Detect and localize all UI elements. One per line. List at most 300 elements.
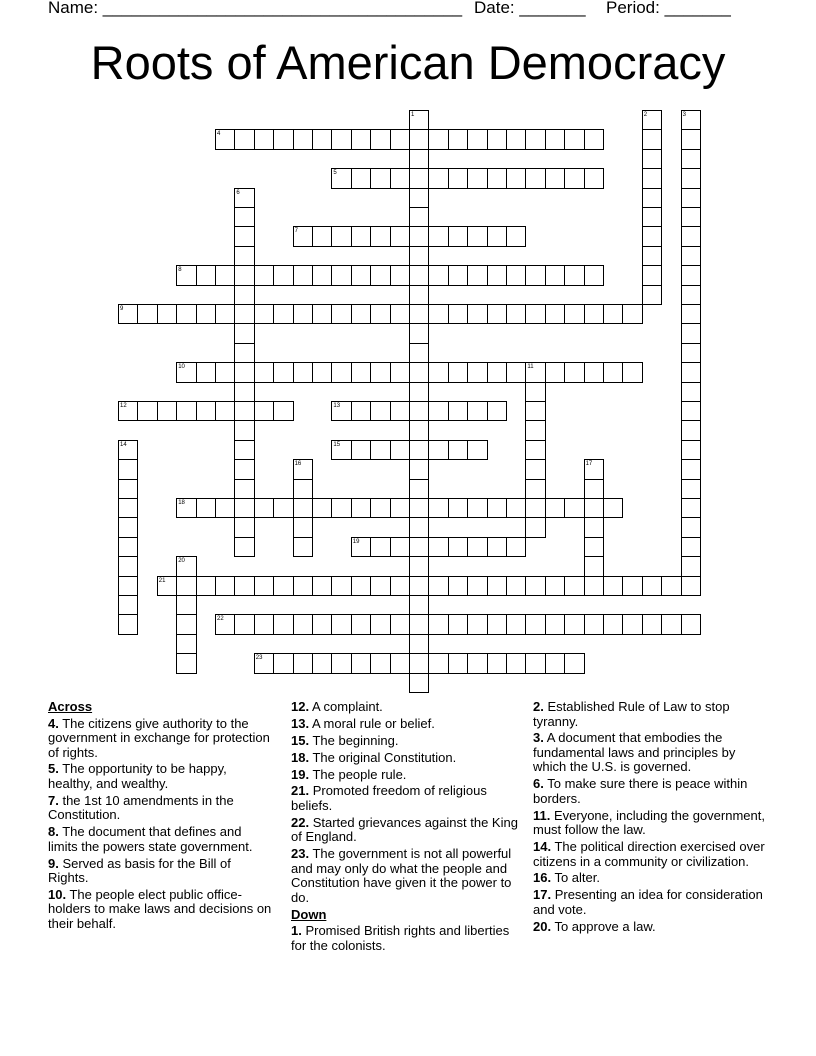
grid-cell[interactable]: [215, 401, 235, 421]
grid-cell[interactable]: [215, 498, 235, 518]
grid-cell[interactable]: [584, 304, 604, 324]
grid-cell[interactable]: [370, 265, 390, 285]
grid-cell[interactable]: [293, 614, 313, 634]
grid-cell[interactable]: [681, 149, 701, 169]
grid-cell[interactable]: [545, 653, 565, 673]
grid-cell[interactable]: [661, 614, 681, 634]
grid-cell[interactable]: [331, 129, 351, 149]
grid-cell[interactable]: [390, 265, 410, 285]
grid-cell[interactable]: [254, 129, 274, 149]
grid-cell[interactable]: [409, 226, 429, 246]
grid-cell[interactable]: [351, 614, 371, 634]
grid-cell[interactable]: [351, 537, 371, 557]
grid-cell[interactable]: [642, 614, 662, 634]
grid-cell[interactable]: [370, 304, 390, 324]
grid-cell[interactable]: [254, 362, 274, 382]
grid-cell[interactable]: [351, 304, 371, 324]
grid-cell[interactable]: [525, 498, 545, 518]
grid-cell[interactable]: [312, 498, 332, 518]
grid-cell[interactable]: [506, 129, 526, 149]
grid-cell[interactable]: [681, 517, 701, 537]
grid-cell[interactable]: [234, 420, 254, 440]
grid-cell[interactable]: [196, 498, 216, 518]
grid-cell[interactable]: [428, 226, 448, 246]
grid-cell[interactable]: [642, 285, 662, 305]
grid-cell[interactable]: [351, 401, 371, 421]
grid-cell[interactable]: [409, 188, 429, 208]
grid-cell[interactable]: [564, 362, 584, 382]
grid-cell[interactable]: [273, 129, 293, 149]
grid-cell[interactable]: [642, 129, 662, 149]
grid-cell[interactable]: [118, 595, 138, 615]
grid-cell[interactable]: [681, 188, 701, 208]
grid-cell[interactable]: [584, 362, 604, 382]
grid-cell[interactable]: [487, 168, 507, 188]
grid-cell[interactable]: [564, 304, 584, 324]
grid-cell[interactable]: [273, 653, 293, 673]
grid-cell[interactable]: [157, 304, 177, 324]
grid-cell[interactable]: [196, 265, 216, 285]
grid-cell[interactable]: [622, 614, 642, 634]
grid-cell[interactable]: [584, 265, 604, 285]
grid-cell[interactable]: [351, 362, 371, 382]
grid-cell[interactable]: [293, 304, 313, 324]
grid-cell[interactable]: [409, 129, 429, 149]
grid-cell[interactable]: [642, 226, 662, 246]
grid-cell[interactable]: [254, 498, 274, 518]
grid-cell[interactable]: [681, 168, 701, 188]
grid-cell[interactable]: [584, 576, 604, 596]
grid-cell[interactable]: [234, 440, 254, 460]
grid-cell[interactable]: [584, 479, 604, 499]
grid-cell[interactable]: [409, 498, 429, 518]
grid-cell[interactable]: [487, 498, 507, 518]
grid-cell[interactable]: [215, 265, 235, 285]
grid-cell[interactable]: [234, 323, 254, 343]
grid-cell[interactable]: [487, 304, 507, 324]
grid-cell[interactable]: [293, 265, 313, 285]
grid-cell[interactable]: [525, 653, 545, 673]
grid-cell[interactable]: [428, 129, 448, 149]
grid-cell[interactable]: [487, 614, 507, 634]
grid-cell[interactable]: [409, 265, 429, 285]
grid-cell[interactable]: [370, 226, 390, 246]
grid-cell[interactable]: [390, 304, 410, 324]
grid-cell[interactable]: [273, 576, 293, 596]
grid-cell[interactable]: [681, 246, 701, 266]
grid-cell[interactable]: [681, 537, 701, 557]
grid-cell[interactable]: [331, 614, 351, 634]
grid-cell[interactable]: [312, 614, 332, 634]
grid-cell[interactable]: [331, 498, 351, 518]
grid-cell[interactable]: [312, 653, 332, 673]
grid-cell[interactable]: [487, 576, 507, 596]
grid-cell[interactable]: [293, 226, 313, 246]
grid-cell[interactable]: [196, 576, 216, 596]
grid-cell[interactable]: [293, 129, 313, 149]
grid-cell[interactable]: [176, 304, 196, 324]
grid-cell[interactable]: [176, 401, 196, 421]
grid-cell[interactable]: [525, 168, 545, 188]
period-field[interactable]: Period: _______: [606, 0, 731, 17]
grid-cell[interactable]: [312, 362, 332, 382]
grid-cell[interactable]: [390, 129, 410, 149]
grid-cell[interactable]: [681, 207, 701, 227]
grid-cell[interactable]: [254, 265, 274, 285]
grid-cell[interactable]: [390, 614, 410, 634]
grid-cell[interactable]: [331, 576, 351, 596]
grid-cell[interactable]: [448, 576, 468, 596]
grid-cell[interactable]: [234, 382, 254, 402]
grid-cell[interactable]: [370, 129, 390, 149]
grid-cell[interactable]: [603, 614, 623, 634]
grid-cell[interactable]: [487, 226, 507, 246]
grid-cell[interactable]: [487, 129, 507, 149]
grid-cell[interactable]: [409, 517, 429, 537]
grid-cell[interactable]: [370, 614, 390, 634]
grid-cell[interactable]: [118, 304, 138, 324]
grid-cell[interactable]: [176, 634, 196, 654]
grid-cell[interactable]: [409, 304, 429, 324]
grid-cell[interactable]: [370, 168, 390, 188]
grid-cell[interactable]: [467, 304, 487, 324]
grid-cell[interactable]: [273, 401, 293, 421]
grid-cell[interactable]: [234, 207, 254, 227]
grid-cell[interactable]: [331, 168, 351, 188]
grid-cell[interactable]: [564, 129, 584, 149]
grid-cell[interactable]: [118, 576, 138, 596]
grid-cell[interactable]: [681, 382, 701, 402]
grid-cell[interactable]: [390, 653, 410, 673]
grid-cell[interactable]: [118, 556, 138, 576]
grid-cell[interactable]: [409, 382, 429, 402]
grid-cell[interactable]: [331, 440, 351, 460]
grid-cell[interactable]: [370, 401, 390, 421]
grid-cell[interactable]: [293, 653, 313, 673]
grid-cell[interactable]: [331, 226, 351, 246]
grid-cell[interactable]: [448, 265, 468, 285]
grid-cell[interactable]: [448, 168, 468, 188]
grid-cell[interactable]: [545, 498, 565, 518]
grid-cell[interactable]: [448, 614, 468, 634]
grid-cell[interactable]: [642, 265, 662, 285]
grid-cell[interactable]: [409, 634, 429, 654]
grid-cell[interactable]: [487, 401, 507, 421]
grid-cell[interactable]: [584, 168, 604, 188]
grid-cell[interactable]: [351, 576, 371, 596]
grid-cell[interactable]: [681, 285, 701, 305]
grid-cell[interactable]: [525, 420, 545, 440]
grid-cell[interactable]: [428, 440, 448, 460]
grid-cell[interactable]: [409, 420, 429, 440]
grid-cell[interactable]: [448, 653, 468, 673]
grid-cell[interactable]: [234, 498, 254, 518]
grid-cell[interactable]: [234, 614, 254, 634]
grid-cell[interactable]: [564, 168, 584, 188]
grid-cell[interactable]: [487, 265, 507, 285]
grid-cell[interactable]: [584, 498, 604, 518]
grid-cell[interactable]: [487, 653, 507, 673]
grid-cell[interactable]: [428, 576, 448, 596]
grid-cell[interactable]: [525, 517, 545, 537]
grid-cell[interactable]: [564, 653, 584, 673]
grid-cell[interactable]: [525, 382, 545, 402]
grid-cell[interactable]: [525, 440, 545, 460]
grid-cell[interactable]: [506, 537, 526, 557]
grid-cell[interactable]: [351, 168, 371, 188]
grid-cell[interactable]: [448, 226, 468, 246]
grid-cell[interactable]: [118, 459, 138, 479]
grid-cell[interactable]: [506, 168, 526, 188]
grid-cell[interactable]: [254, 304, 274, 324]
grid-cell[interactable]: [234, 304, 254, 324]
grid-cell[interactable]: [506, 362, 526, 382]
grid-cell[interactable]: [409, 285, 429, 305]
grid-cell[interactable]: [428, 498, 448, 518]
grid-cell[interactable]: [428, 168, 448, 188]
grid-cell[interactable]: [545, 362, 565, 382]
grid-cell[interactable]: [545, 614, 565, 634]
grid-cell[interactable]: [584, 517, 604, 537]
grid-cell[interactable]: [681, 614, 701, 634]
grid-cell[interactable]: [409, 149, 429, 169]
grid-cell[interactable]: [176, 498, 196, 518]
grid-cell[interactable]: [293, 479, 313, 499]
grid-cell[interactable]: [137, 304, 157, 324]
grid-cell[interactable]: [487, 362, 507, 382]
grid-cell[interactable]: [506, 653, 526, 673]
grid-cell[interactable]: [409, 207, 429, 227]
grid-cell[interactable]: [584, 537, 604, 557]
grid-cell[interactable]: [681, 323, 701, 343]
grid-cell[interactable]: [234, 459, 254, 479]
grid-cell[interactable]: [584, 129, 604, 149]
grid-cell[interactable]: [564, 614, 584, 634]
grid-cell[interactable]: [409, 595, 429, 615]
grid-cell[interactable]: [196, 304, 216, 324]
grid-cell[interactable]: [312, 226, 332, 246]
grid-cell[interactable]: [409, 246, 429, 266]
grid-cell[interactable]: [448, 304, 468, 324]
grid-cell[interactable]: [176, 576, 196, 596]
grid-cell[interactable]: [234, 188, 254, 208]
grid-cell[interactable]: [409, 401, 429, 421]
grid-cell[interactable]: [584, 459, 604, 479]
grid-cell[interactable]: [157, 576, 177, 596]
grid-cell[interactable]: [234, 343, 254, 363]
grid-cell[interactable]: [390, 168, 410, 188]
grid-cell[interactable]: [215, 362, 235, 382]
grid-cell[interactable]: [681, 304, 701, 324]
grid-cell[interactable]: [409, 168, 429, 188]
grid-cell[interactable]: [234, 576, 254, 596]
grid-cell[interactable]: [584, 614, 604, 634]
grid-cell[interactable]: [622, 576, 642, 596]
grid-cell[interactable]: [118, 498, 138, 518]
grid-cell[interactable]: [293, 498, 313, 518]
grid-cell[interactable]: [234, 129, 254, 149]
grid-cell[interactable]: [234, 265, 254, 285]
grid-cell[interactable]: [681, 110, 701, 130]
grid-cell[interactable]: [642, 149, 662, 169]
grid-cell[interactable]: [467, 401, 487, 421]
grid-cell[interactable]: [234, 246, 254, 266]
grid-cell[interactable]: [293, 576, 313, 596]
grid-cell[interactable]: [331, 401, 351, 421]
grid-cell[interactable]: [273, 265, 293, 285]
grid-cell[interactable]: [525, 362, 545, 382]
grid-cell[interactable]: [312, 304, 332, 324]
grid-cell[interactable]: [234, 537, 254, 557]
grid-cell[interactable]: [428, 614, 448, 634]
grid-cell[interactable]: [448, 440, 468, 460]
grid-cell[interactable]: [273, 362, 293, 382]
grid-cell[interactable]: [293, 537, 313, 557]
grid-cell[interactable]: [545, 129, 565, 149]
grid-cell[interactable]: [681, 362, 701, 382]
grid-cell[interactable]: [428, 537, 448, 557]
grid-cell[interactable]: [118, 517, 138, 537]
name-field[interactable]: Name: ______________________________________: [48, 0, 463, 17]
grid-cell[interactable]: [525, 479, 545, 499]
grid-cell[interactable]: [448, 401, 468, 421]
grid-cell[interactable]: [390, 226, 410, 246]
grid-cell[interactable]: [118, 537, 138, 557]
grid-cell[interactable]: [254, 653, 274, 673]
grid-cell[interactable]: [545, 304, 565, 324]
grid-cell[interactable]: [506, 576, 526, 596]
grid-cell[interactable]: [467, 498, 487, 518]
grid-cell[interactable]: [390, 440, 410, 460]
grid-cell[interactable]: [312, 576, 332, 596]
grid-cell[interactable]: [681, 459, 701, 479]
grid-cell[interactable]: [351, 129, 371, 149]
grid-cell[interactable]: [681, 401, 701, 421]
grid-cell[interactable]: [215, 304, 235, 324]
grid-cell[interactable]: [409, 614, 429, 634]
grid-cell[interactable]: [467, 576, 487, 596]
grid-cell[interactable]: [370, 498, 390, 518]
grid-cell[interactable]: [428, 362, 448, 382]
grid-cell[interactable]: [545, 576, 565, 596]
grid-cell[interactable]: [293, 362, 313, 382]
grid-cell[interactable]: [506, 226, 526, 246]
grid-cell[interactable]: [681, 556, 701, 576]
grid-cell[interactable]: [351, 498, 371, 518]
grid-cell[interactable]: [176, 614, 196, 634]
grid-cell[interactable]: [293, 459, 313, 479]
grid-cell[interactable]: [467, 614, 487, 634]
grid-cell[interactable]: [331, 265, 351, 285]
grid-cell[interactable]: [390, 576, 410, 596]
grid-cell[interactable]: [681, 420, 701, 440]
grid-cell[interactable]: [448, 129, 468, 149]
grid-cell[interactable]: [487, 537, 507, 557]
grid-cell[interactable]: [331, 653, 351, 673]
grid-cell[interactable]: [390, 401, 410, 421]
grid-cell[interactable]: [467, 168, 487, 188]
grid-cell[interactable]: [564, 265, 584, 285]
grid-cell[interactable]: [467, 537, 487, 557]
grid-cell[interactable]: [642, 168, 662, 188]
grid-cell[interactable]: [545, 265, 565, 285]
grid-cell[interactable]: [642, 207, 662, 227]
grid-cell[interactable]: [603, 362, 623, 382]
grid-cell[interactable]: [467, 653, 487, 673]
date-field[interactable]: Date: _______: [474, 0, 586, 17]
grid-cell[interactable]: [370, 653, 390, 673]
grid-cell[interactable]: [312, 129, 332, 149]
grid-cell[interactable]: [409, 323, 429, 343]
grid-cell[interactable]: [196, 362, 216, 382]
grid-cell[interactable]: [409, 110, 429, 130]
grid-cell[interactable]: [525, 614, 545, 634]
grid-cell[interactable]: [390, 537, 410, 557]
grid-cell[interactable]: [642, 576, 662, 596]
grid-cell[interactable]: [293, 517, 313, 537]
grid-cell[interactable]: [254, 401, 274, 421]
grid-cell[interactable]: [467, 226, 487, 246]
grid-cell[interactable]: [642, 246, 662, 266]
grid-cell[interactable]: [196, 401, 216, 421]
grid-cell[interactable]: [506, 304, 526, 324]
grid-cell[interactable]: [215, 576, 235, 596]
grid-cell[interactable]: [215, 129, 235, 149]
grid-cell[interactable]: [622, 362, 642, 382]
grid-cell[interactable]: [351, 440, 371, 460]
grid-cell[interactable]: [506, 498, 526, 518]
grid-cell[interactable]: [234, 401, 254, 421]
grid-cell[interactable]: [467, 265, 487, 285]
grid-cell[interactable]: [681, 226, 701, 246]
grid-cell[interactable]: [642, 188, 662, 208]
grid-cell[interactable]: [118, 401, 138, 421]
grid-cell[interactable]: [681, 576, 701, 596]
grid-cell[interactable]: [525, 576, 545, 596]
grid-cell[interactable]: [681, 129, 701, 149]
grid-cell[interactable]: [176, 556, 196, 576]
grid-cell[interactable]: [681, 498, 701, 518]
grid-cell[interactable]: [467, 129, 487, 149]
grid-cell[interactable]: [370, 440, 390, 460]
grid-cell[interactable]: [176, 595, 196, 615]
grid-cell[interactable]: [409, 362, 429, 382]
grid-cell[interactable]: [564, 498, 584, 518]
grid-cell[interactable]: [118, 614, 138, 634]
grid-cell[interactable]: [176, 362, 196, 382]
grid-cell[interactable]: [234, 517, 254, 537]
grid-cell[interactable]: [176, 653, 196, 673]
grid-cell[interactable]: [622, 304, 642, 324]
grid-cell[interactable]: [409, 556, 429, 576]
grid-cell[interactable]: [351, 653, 371, 673]
grid-cell[interactable]: [603, 576, 623, 596]
grid-cell[interactable]: [603, 498, 623, 518]
grid-cell[interactable]: [525, 401, 545, 421]
grid-cell[interactable]: [409, 673, 429, 693]
grid-cell[interactable]: [176, 265, 196, 285]
grid-cell[interactable]: [681, 440, 701, 460]
grid-cell[interactable]: [681, 265, 701, 285]
grid-cell[interactable]: [273, 614, 293, 634]
grid-cell[interactable]: [409, 440, 429, 460]
grid-cell[interactable]: [409, 576, 429, 596]
grid-cell[interactable]: [254, 576, 274, 596]
grid-cell[interactable]: [234, 479, 254, 499]
grid-cell[interactable]: [525, 459, 545, 479]
grid-cell[interactable]: [118, 440, 138, 460]
grid-cell[interactable]: [370, 576, 390, 596]
